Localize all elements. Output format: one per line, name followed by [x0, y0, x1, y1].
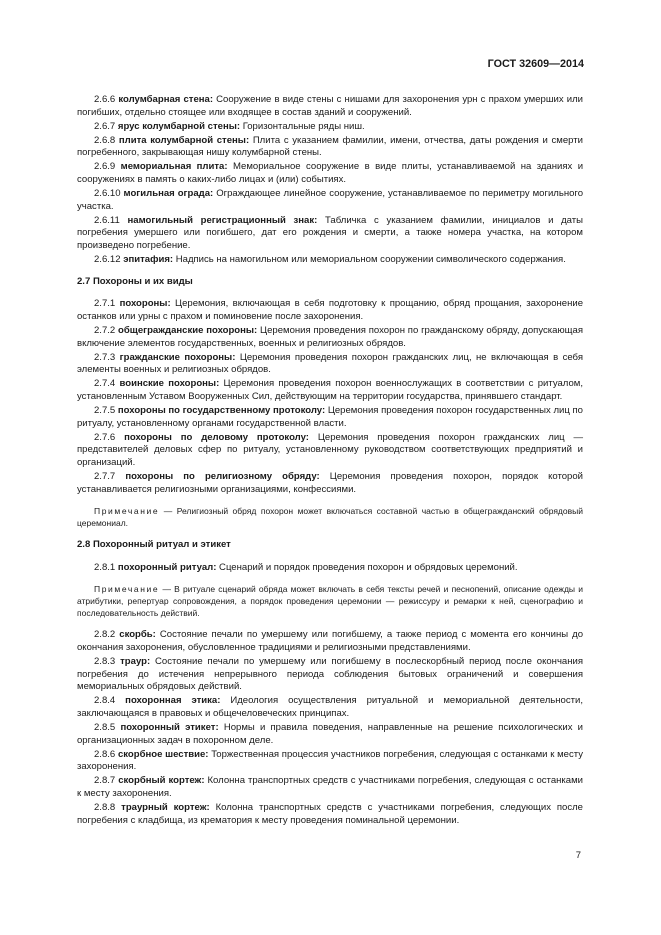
term: скорбное шествие:	[117, 748, 209, 760]
definition: Надпись на намогильном или мемориальном сооружении символического содержания.	[175, 254, 566, 266]
definition: Ограждающее линейное сооружение, устанавливаемое по периметру могильного участка.	[77, 188, 584, 212]
item-number: 2.7.4	[94, 378, 116, 390]
definition-item	[77, 161, 583, 186]
definition-item	[77, 695, 583, 720]
definition-item	[77, 802, 583, 827]
term: воинские похороны:	[119, 378, 220, 390]
item-number: 2.7.7	[94, 471, 116, 483]
definition-item	[77, 121, 583, 134]
item-number: 2.7.1	[94, 298, 116, 310]
definition: Церемония проведения похорон военнослужащих в соответствии с ритуалом, установленным Уставом Вооруженных Сил, действующим на территории государства, принявшего стандарт.	[77, 378, 583, 402]
definition-item	[77, 254, 583, 267]
definition: Колонна транспортных средств с участниками погребения, следующая с останками к месту захоронения.	[77, 775, 584, 800]
definition-item	[77, 749, 583, 774]
definition: Мемориальное сооружение в виде плиты, устанавливаемой на зданиях и сооружениях в память о каких-либо лицах и (или) событиях.	[77, 161, 584, 186]
section-heading	[77, 539, 583, 552]
item-number: 2.6.8	[94, 134, 116, 146]
term: похоронный ритуал:	[117, 561, 217, 573]
definition-item	[77, 135, 583, 160]
definition-item	[77, 378, 583, 403]
term: намогильный регистрационный знак:	[127, 214, 318, 226]
definition-item	[77, 352, 583, 377]
section-number: 2.8	[77, 539, 91, 551]
definition: Состояние печали по умершему или погибшему, а также период с момента его кончины до окончания захоронения, обусловленное традициями и религиозными представлениями.	[77, 629, 584, 653]
definition: Сценарий и порядок проведения похорон и обрядовых церемоний.	[219, 561, 518, 573]
term: гражданские похороны:	[119, 351, 236, 363]
term: эпитафия:	[123, 254, 174, 266]
definition-item	[77, 629, 583, 654]
note-text: — В ритуале сценарий обряда может включать в себя тексты речей и песнопений, описание одежды и атрибутики, репертуар сопровождения, а порядок проведения церемонии — режиссуру и ремарки к ней, сценографию и последовательность действий.	[77, 584, 583, 619]
definition: Церемония проведения похорон, порядок которой устанавливается религиозными организациями, конфессиями.	[77, 471, 583, 495]
definition-item	[77, 656, 583, 694]
note-label: Примечание	[94, 584, 160, 595]
definition: Сооружение в виде стены с нишами для захоронения урн с прахом умерших или погибших, отдельно стоящее или входящее в состав зданий и сооружений.	[77, 94, 583, 118]
term: ярус колумбарной стены:	[117, 120, 241, 132]
item-number: 2.8.3	[94, 656, 116, 668]
definition-item	[77, 432, 583, 470]
definition-item	[77, 775, 583, 800]
definition-item	[77, 215, 583, 253]
definition: Церемония, включающая в себя подготовку к прощанию, обряд прощания, захоронение останков или урны с прахом и поминовение после захоронения.	[77, 298, 584, 322]
term: общегражданские похороны:	[118, 325, 258, 336]
definition: Церемония проведения похорон по гражданскому обряду, допускающая включение элементов государственных, военных и религиозных обрядов.	[77, 325, 583, 349]
definition-item	[77, 94, 583, 119]
definition: Плита с указанием фамилии, имени, отчества, даты рождения и смерти погребенного, закрывающая нишу колумбарной стены.	[77, 134, 583, 159]
item-number: 2.8.4	[94, 695, 116, 707]
definition-item	[77, 471, 583, 496]
definition-item	[77, 722, 583, 747]
term: колумбарная стена:	[118, 94, 214, 105]
term: похоронная этика:	[125, 695, 221, 707]
term: скорбный кортеж:	[118, 775, 205, 787]
item-number: 2.7.5	[94, 405, 116, 417]
definition: Табличка с указанием фамилии, инициалов и даты погребения умершего или погибшего, дат его рождения и смерти, а также номера участка, на котором произведено погребение.	[77, 214, 584, 252]
definition: Церемония проведения похорон гражданских лиц — представителей деловых сфер по ритуалу, установленному руководством соответствующих предприятий и организаций.	[77, 431, 584, 468]
document-header: ГОСТ 32609—2014	[487, 58, 584, 70]
definition-item	[77, 298, 583, 323]
definition: Горизонтальные ряды ниш.	[242, 120, 365, 132]
definition: Церемония проведения похорон гражданских лиц, не включающая в себя элементы военных и религиозных обрядов.	[77, 351, 583, 376]
definition-item	[77, 562, 583, 575]
note-text: — Религиозный обряд похорон может включаться составной частью в общегражданский обрядовый церемониал.	[77, 506, 583, 529]
section-title: Похороны и их виды	[92, 275, 193, 287]
definition: Торжественная процессия участников погребения, следующая с останками к месту захоронения.	[77, 748, 584, 773]
item-number: 2.6.10	[94, 188, 121, 200]
item-number: 2.6.9	[94, 161, 116, 173]
section-heading	[77, 276, 583, 289]
term: похороны по государственному протоколу:	[117, 405, 326, 417]
item-number: 2.8.5	[94, 722, 116, 734]
document-body	[77, 94, 583, 829]
term: плита колумбарной стены:	[118, 134, 250, 146]
definition: Нормы и правила поведения, направленные на решение психологических и организационных задач в похоронном деле.	[77, 722, 583, 746]
note	[77, 505, 583, 529]
definition-item	[77, 405, 583, 430]
term: скорбь:	[119, 629, 156, 641]
item-number: 2.6.7	[94, 120, 116, 132]
definition-item	[77, 325, 583, 350]
section-number: 2.7	[77, 275, 91, 287]
term: похороны по деловому протоколу:	[124, 431, 309, 443]
note-label: Примечание	[94, 506, 160, 517]
definition-item	[77, 188, 583, 213]
item-number: 2.7.3	[94, 351, 116, 363]
item-number: 2.6.6	[94, 94, 116, 105]
item-number: 2.8.1	[94, 561, 116, 573]
note	[77, 583, 583, 619]
term: траур:	[120, 656, 151, 668]
term: траурный кортеж:	[121, 802, 210, 814]
section-title: Похоронный ритуал и этикет	[92, 539, 231, 551]
page-number: 7	[575, 850, 581, 861]
item-number: 2.7.2	[94, 325, 116, 336]
term: похоронный этикет:	[120, 722, 219, 734]
definition: Состояние печали по умершему или погибшему в послескорбный период после окончания погребения до истечения непрерывного периода соблюдения бытовых ограничений и совершения мемориальных обрядовых действий.	[77, 656, 583, 693]
definition: Церемония проведения похорон государственных лиц по ритуалу, установленному органами государственной власти.	[77, 405, 583, 429]
term: похороны по религиозному обряду:	[125, 471, 320, 483]
item-number: 2.8.8	[94, 802, 116, 814]
term: могильная ограда:	[123, 188, 214, 200]
definition: Колонна транспортных средств с участниками погребения, следующих после погребения с кладбища, из крематория к месту проведения поминальной церемонии.	[77, 802, 583, 826]
term: похороны:	[119, 298, 171, 310]
item-number: 2.8.7	[94, 775, 116, 787]
item-number: 2.8.6	[94, 748, 116, 760]
item-number: 2.8.2	[94, 629, 116, 641]
term: мемориальная плита:	[120, 161, 228, 173]
item-number: 2.6.12	[94, 254, 121, 266]
item-number: 2.7.6	[94, 431, 116, 443]
item-number: 2.6.11	[94, 214, 120, 226]
definition: Идеология осуществления ритуальной и мемориальной деятельности, заключающаяся в правовых и общечеловеческих принципах.	[77, 695, 583, 719]
